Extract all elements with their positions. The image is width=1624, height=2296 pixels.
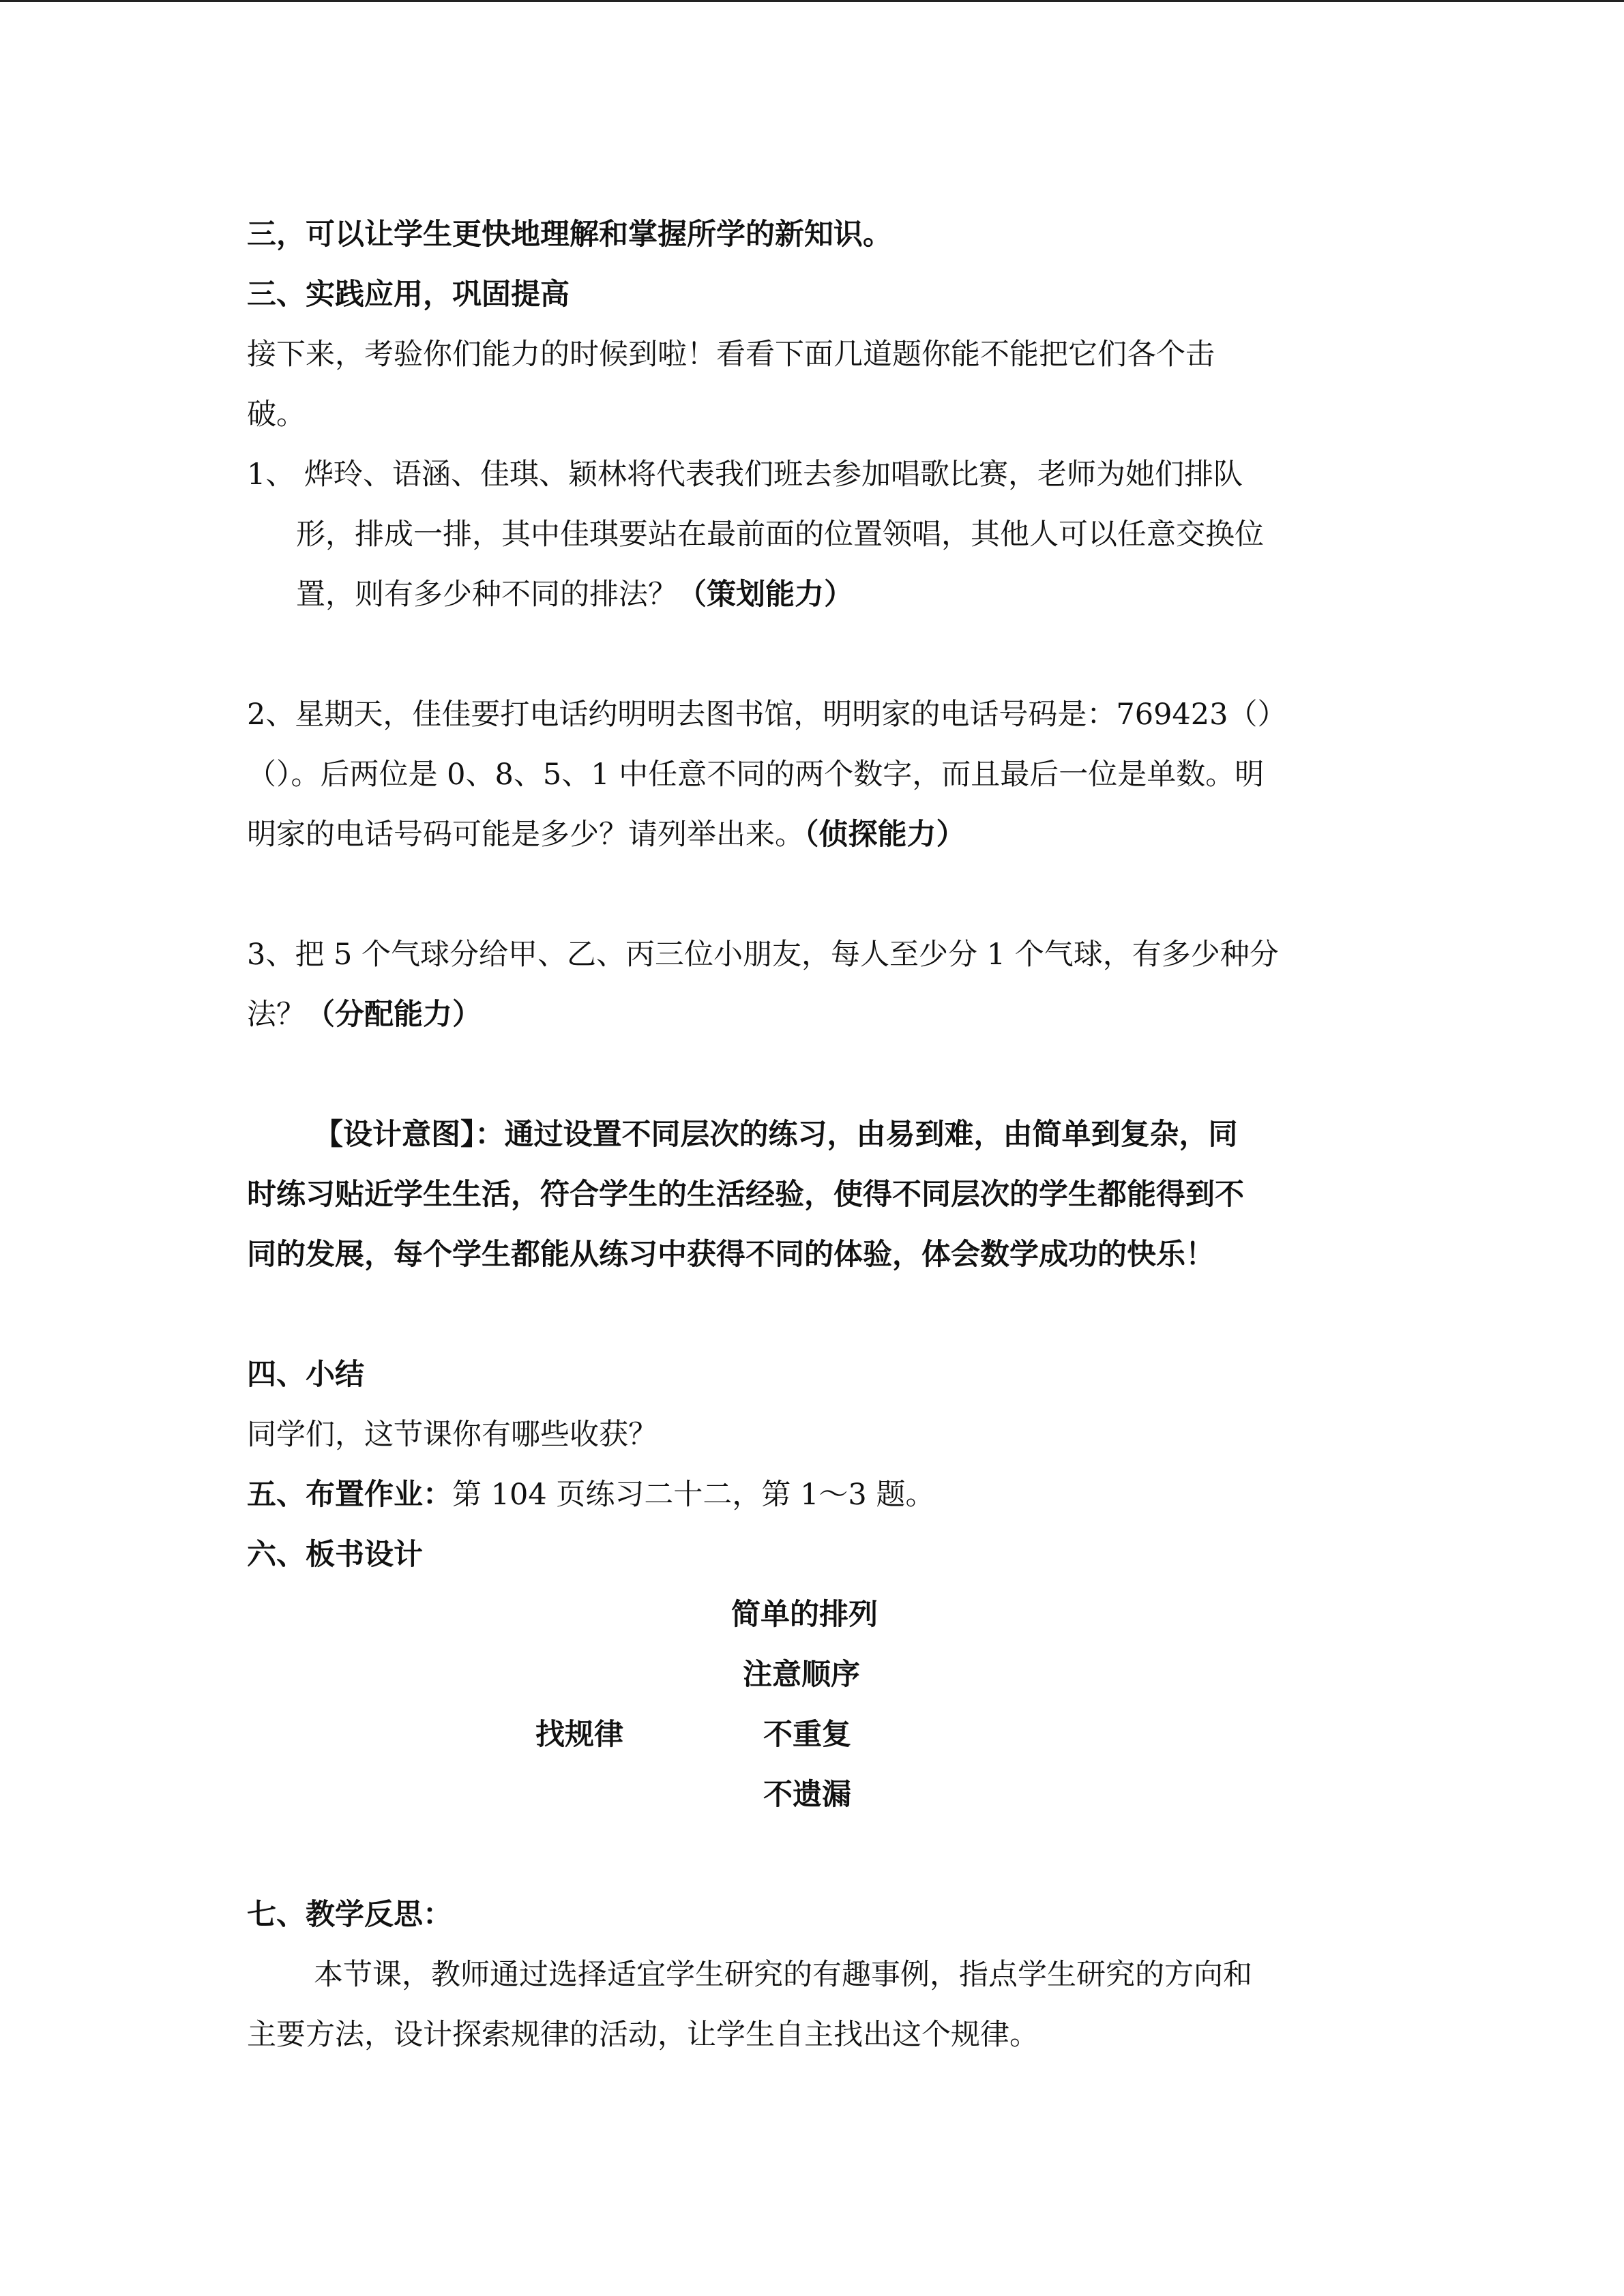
- board-item: 不遗漏: [763, 1778, 851, 1812]
- question-2-line: （）。后两位是 0、8、5、1 中任意不同的两个数字，而且最后一位是单数。明: [247, 758, 1265, 792]
- board-item: 不重复: [763, 1718, 851, 1752]
- homework-text: 第 104 页练习二十二，第 1～3 题。: [452, 1478, 935, 1512]
- paragraph-line: 破。: [247, 398, 306, 432]
- question-2-line: [247, 805, 1393, 865]
- section-heading-homework: 五、布置作业：: [247, 1478, 452, 1512]
- blackboard-design: [247, 1585, 1393, 1825]
- top-border-line: [0, 0, 1624, 2]
- ability-tag: （分配能力）: [306, 998, 482, 1032]
- paragraph-line: 主要方法，设计探索规律的活动，让学生自主找出这个规律。: [247, 2018, 1039, 2052]
- section-heading-reflection: 七、教学反思：: [247, 1898, 452, 1932]
- design-intent-line: 【设计意图】：通过设置不同层次的练习，由易到难，由简单到复杂，同: [314, 1118, 1238, 1152]
- ability-tag: （策划能力）: [677, 578, 853, 612]
- paragraph-line: 本节课，教师通过选择适宜学生研究的有趣事例，指点学生研究的方向和: [314, 1958, 1252, 1992]
- board-item: 注意顺序: [743, 1658, 860, 1692]
- section-heading-practice: 三、实践应用，巩固提高: [247, 278, 570, 312]
- question-text: 置，则有多少种不同的排法？: [296, 578, 677, 612]
- question-text: 法？: [247, 998, 306, 1032]
- paragraph-line: 三，可以让学生更快地理解和掌握所学的新知识。: [247, 218, 892, 252]
- paragraph-line: 接下来，考验你们能力的时候到啦！看看下面几道题你能不能把它们各个击: [247, 338, 1215, 372]
- question-1-line: 形，排成一排，其中佳琪要站在最前面的位置领唱，其他人可以任意交换位: [296, 518, 1264, 552]
- spacer: [247, 1045, 1393, 1105]
- spacer: [247, 1825, 1393, 1885]
- question-2-line: 2、星期天，佳佳要打电话约明明去图书馆，明明家的电话号码是：769423（）: [247, 698, 1287, 732]
- ability-tag: （侦探能力）: [804, 818, 966, 852]
- question-text: 明家的电话号码可能是多少？请列举出来。: [247, 818, 804, 852]
- board-title: 简单的排列: [731, 1598, 878, 1632]
- document-page: [247, 205, 1393, 2065]
- question-3-line: 3、把 5 个气球分给甲、乙、丙三位小朋友，每人至少分 1 个气球，有多少种分: [247, 938, 1279, 972]
- question-1-line: [247, 565, 1393, 625]
- question-3-line: [247, 985, 1393, 1045]
- spacer: [247, 625, 1393, 685]
- spacer: [247, 865, 1393, 925]
- spacer: [247, 1285, 1393, 1345]
- homework-line: [247, 1465, 1393, 1525]
- question-1-line: 1、 烨玲、语涵、佳琪、颖林将代表我们班去参加唱歌比赛，老师为她们排队: [247, 458, 1243, 492]
- design-intent-line: 同的发展，每个学生都能从练习中获得不同的体验，体会数学成功的快乐！: [247, 1238, 1215, 1272]
- design-intent-line: 时练习贴近学生生活，符合学生的生活经验，使得不同层次的学生都能得到不: [247, 1178, 1244, 1212]
- paragraph-line: 同学们，这节课你有哪些收获？: [247, 1418, 658, 1452]
- section-heading-summary: 四、小结: [247, 1358, 364, 1392]
- board-item: 找规律: [535, 1718, 623, 1752]
- section-heading-board: 六、板书设计: [247, 1538, 423, 1572]
